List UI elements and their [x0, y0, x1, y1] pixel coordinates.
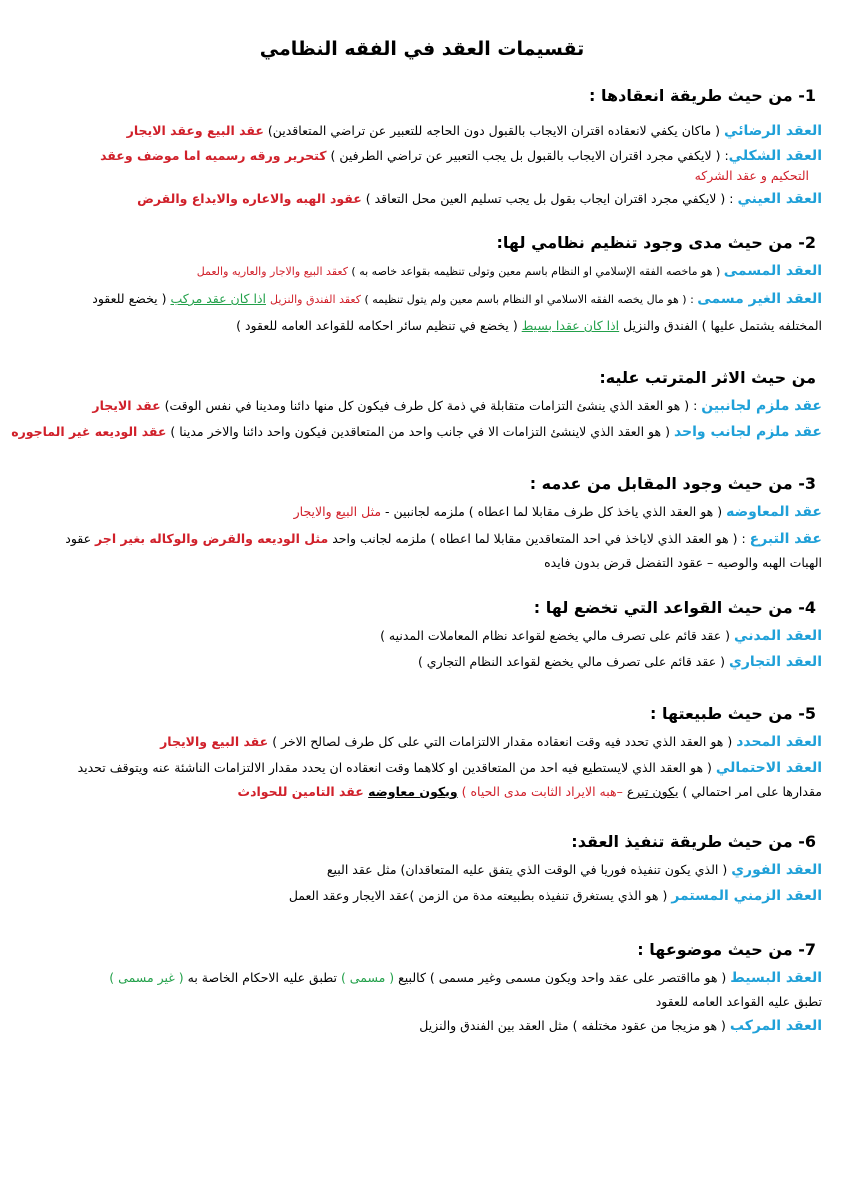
term: العقد العيني [737, 191, 822, 207]
term: العقد المدني [734, 628, 822, 644]
term: العقد المركب [729, 1018, 822, 1034]
definition: المختلفه يشتمل عليها ) الفندق والنزيل [619, 318, 822, 333]
line-unilateral-contract [11, 421, 822, 443]
line-determinate-contract [22, 731, 822, 753]
line-unnamed-contract [22, 288, 822, 311]
definition: الهبات الهبه والوصيه – عقود التفضل قرض بدون فايده [544, 555, 822, 570]
example: مثل البيع والايجار [293, 504, 382, 519]
example: كعقد الفندق والنزيل [269, 293, 361, 306]
term: العقد الفوري [731, 862, 822, 878]
line-real-contract [22, 188, 822, 210]
term: عقد المعاوضه [726, 504, 822, 520]
example: عقود الهبه والاعاره والايداع والقرض [137, 191, 362, 206]
line-consensual-contract [22, 120, 822, 142]
definition: مقدارها على امر احتمالي ) [678, 784, 822, 799]
section-heading-subject: 7- من حيث موضوعها : [637, 940, 816, 959]
line-immediate-contract [22, 859, 822, 881]
tag-unnamed: ( غير مسمى ) [109, 970, 184, 985]
term: عقد ملزم لجانبين [701, 398, 822, 414]
condition-compound: اذا كان عقد مركب [170, 291, 266, 306]
term: عقد التبرع [749, 531, 822, 547]
definition: تطبق عليه القواعد العامه للعقود [655, 994, 822, 1009]
definition: ( هو العقد الذي تحدد فيه وقت انعقاده مقدار الالتزامات التي على كل طرف لصالح الاخر ) [268, 734, 737, 749]
term: العقد الرضائي [724, 123, 822, 139]
term: عقد ملزم لجانب واحد [673, 424, 822, 440]
example: التحكيم و عقد الشركه [694, 168, 809, 183]
line-donation-contract [22, 528, 822, 550]
definition: ( هو العقد الذي لايستطيع فيه احد من المتعاقدين او كلاهما وقت انعقاده ان يحدد مقدار الالتزامات الناشئة عنه ويتوقف تحديد [77, 760, 716, 775]
term: العقد المحدد [736, 734, 822, 750]
line-unnamed-contract-cont [22, 315, 822, 337]
definition: ( هو مزيجا من عقود مختلفه ) مثل العقد بين الفندق والنزيل [419, 1018, 730, 1033]
section-heading-execution: 6- من حيث طريقة تنفيذ العقد: [571, 832, 816, 851]
definition-cont: عقود [65, 531, 96, 546]
example: عقد البيع والايجار [160, 734, 269, 749]
example: عقد التامين للحوادث [237, 784, 369, 799]
note-donation: يكون تبرع [626, 784, 679, 799]
definition: ( هو العقد الذي ياخذ كل طرف مقابلا لما اعطاه ) ملزمه لجانبين - [381, 504, 727, 519]
definition: : ( هو العقد الذي لاياخذ في احد المتعاقدين مقابلا لما اعطاه ) ملزمه لجانب واحد [328, 531, 750, 546]
line-aleatory-contract [22, 757, 822, 779]
note-exchange: ويكون معاوضه [368, 784, 458, 799]
section-heading-formation: 1- من حيث طريقة انعقادها : [589, 86, 816, 105]
example: مثل الوديعه والقرض والوكاله بغير اجر [95, 531, 329, 546]
section-heading-rules: 4- من حيث القواعد التي تخضع لها : [533, 598, 816, 617]
term: العقد الاحتمالي [715, 760, 822, 776]
definition: ( هو العقد الذي لاينشئ التزامات الا في جانب واحد من المتعاقدين فيكون واحد دائنا والاخر مدينا ) [166, 424, 674, 439]
term: العقد الشكلي [728, 148, 822, 164]
section-heading-consideration: 3- من حيث وجود المقابل من عدمه : [529, 474, 816, 493]
example: عقد الايجار [92, 398, 161, 413]
definition: ( الذي يكون تنفيذه فوريا في الوقت الذي يتفق عليه المتعاقدان) مثل عقد البيع [326, 862, 732, 877]
definition-cont: ( يخضع للعقود [92, 291, 171, 306]
section-heading-effect: من حيث الاثر المترتب عليه: [599, 368, 816, 387]
definition: ( عقد قائم على تصرف مالي يخضع لقواعد النظام التجاري ) [417, 654, 729, 669]
definition: : ( لايكفي مجرد اقتران الايجاب بالقبول بل يجب التعبير عن تراضي الطرفين ) [326, 148, 729, 163]
condition-simple: اذا كان عقدا بسيط [521, 318, 620, 333]
definition-cont: ( يخضع في تنظيم سائر احكامه للقواعد العامه للعقود ) [236, 318, 522, 333]
term: العقد الزمني المستمر [671, 888, 822, 904]
line-simple-contract-cont [22, 991, 822, 1013]
line-simple-contract [22, 967, 822, 989]
example: –هبه الايراد الثابت مدى الحياه ) [457, 784, 627, 799]
definition: : ( لايكفي مجرد اقتران ايجاب بقول بل يجب تسليم العين محل التعاقد ) [361, 191, 738, 206]
term: العقد التجاري [728, 654, 822, 670]
definition: ( هو مااقتصر على عقد واحد ويكون مسمى وغير مسمى ) كالبيع [394, 970, 731, 985]
definition-cont: تطبق عليه الاحكام الخاصة به [183, 970, 341, 985]
line-formal-contract [22, 145, 822, 167]
definition: ( ماكان يكفي لانعقاده اقتران الايجاب بالقبول دون الحاجه للتعبير عن تراضي المتعاقدين) [263, 123, 725, 138]
definition: ( هو الذي يستغرق تنفيذه بطبيعته مدة من الزمن )عقد الايجار وعقد العمل [288, 888, 672, 903]
tag-named: ( مسمى ) [340, 970, 395, 985]
term: العقد المسمى [723, 263, 822, 279]
example: كعقد البيع والاجار والعاريه والعمل [196, 265, 348, 278]
line-continuous-contract [22, 885, 822, 907]
line-exchange-contract [22, 501, 822, 523]
line-donation-contract-cont [22, 552, 822, 574]
line-civil-contract [22, 625, 822, 647]
example: كتحرير ورقه رسميه اما موضف وعقد [100, 148, 327, 163]
line-formal-contract-cont [9, 165, 809, 187]
line-aleatory-contract-cont [22, 781, 822, 803]
term: العقد الغير مسمى [697, 291, 822, 307]
definition: : ( هو العقد الذي ينشئ التزامات متقابلة في ذمة كل طرف فيكون كل منها دائنا ومدينا في نفس الوقت) [160, 398, 702, 413]
definition: ( هو ماخصه الفقه الإسلامي او النظام باسم معين وتولى تنظيمه بقواعد خاصه به ) [347, 265, 724, 278]
page-title: تقسيمات العقد في الفقه النظامي [259, 38, 585, 60]
section-heading-regulation: 2- من حيث مدى وجود تنظيم نظامي لها: [496, 233, 816, 252]
example: عقد الوديعه غير الماجوره [11, 424, 167, 439]
line-named-contract [22, 260, 822, 283]
line-bilateral-contract [22, 395, 822, 417]
definition: : ( هو مال يخصه الفقه الاسلامي او النظام باسم معين ولم يتول تنظيمه ) [360, 293, 698, 306]
term: العقد البسيط [730, 970, 822, 986]
line-compound-contract [22, 1015, 822, 1037]
section-heading-nature: 5- من حيث طبيعتها : [649, 704, 816, 723]
example: عقد البيع وعقد الايجار [126, 123, 264, 138]
definition: ( عقد قائم على تصرف مالي يخضع لقواعد نظام المعاملات المدنيه ) [380, 628, 735, 643]
line-commercial-contract [22, 651, 822, 673]
